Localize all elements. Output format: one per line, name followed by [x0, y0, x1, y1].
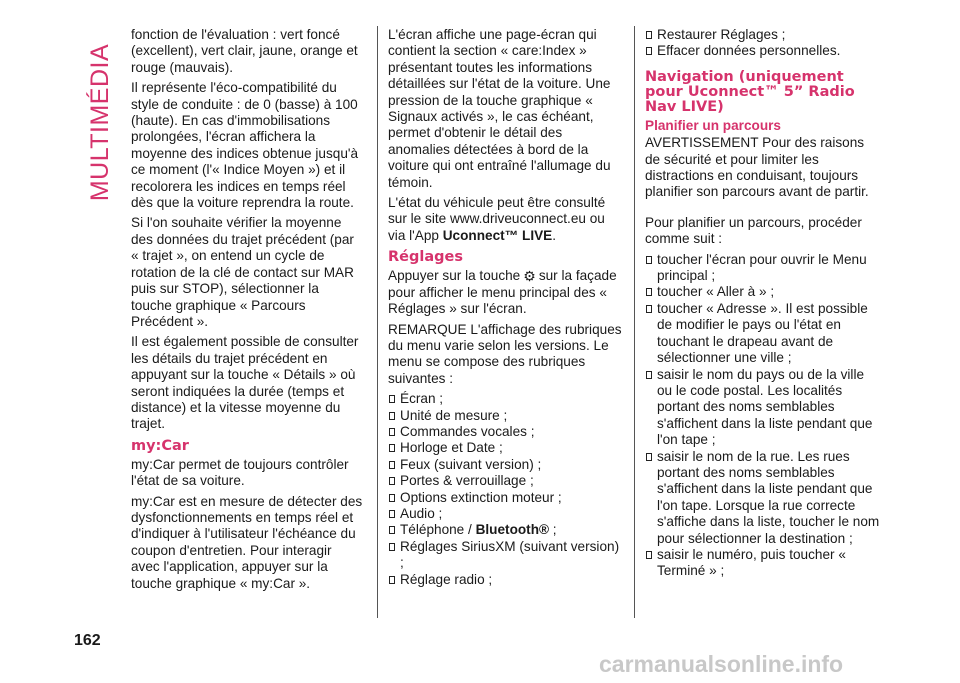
- list-item-label: saisir le nom du pays ou de la ville ou le code postal. Les localités portant des noms semblables s'affichent dans la liste pendant que l'on tape ;: [657, 366, 873, 448]
- list-item-label: Écran ;: [400, 391, 444, 407]
- column-1: [131, 27, 363, 596]
- paragraph-text: .: [552, 227, 557, 243]
- list-item-label: Portes & verrouillage ;: [400, 473, 534, 489]
- paragraph: my:Car est en mesure de détecter des dysfonctionnements en temps réel et d'indiquer à l'utilisateur l'échéance du coupon d'entretien. Pour interagir avec l'application, appuyer sur la touche graphique « my:Car ».: [131, 493, 363, 591]
- list-item: [388, 539, 624, 572]
- list-item-text: Téléphone /: [400, 522, 476, 538]
- gear-icon: ⚙: [523, 268, 536, 285]
- app-name: Uconnect™ LIVE: [442, 227, 553, 243]
- list-item: [388, 408, 624, 424]
- checkbox-bullet-icon: [646, 551, 652, 559]
- list-item: [388, 391, 624, 407]
- list-item: [645, 284, 881, 300]
- route-steps-list: [645, 252, 881, 580]
- page-number: 162: [74, 632, 101, 649]
- checkbox-bullet-icon: [646, 47, 652, 55]
- list-item-label: Feux (suivant version) ;: [400, 456, 542, 472]
- warning-paragraph: AVERTISSEMENT Pour des raisons de sécurité et pour limiter les distractions en conduisant, toujours planifier son parcours avant de partir.: [645, 135, 869, 200]
- subheading-plan-route: Planifier un parcours: [645, 117, 781, 133]
- list-item-label: Audio ;: [400, 505, 443, 521]
- column-3: [645, 27, 881, 580]
- paragraph: Pour planifier un parcours, procéder comme suit :: [645, 214, 862, 247]
- bluetooth-label: Bluetooth®: [475, 522, 550, 538]
- paragraph-text: sur la façade pour afficher le menu principal des « Réglages » sur l'écran.: [388, 268, 617, 317]
- checkbox-bullet-icon: [389, 494, 395, 502]
- list-item-label: [400, 522, 557, 538]
- paragraph: fonction de l'évaluation : vert foncé (excellent), vert clair, jaune, orange et rouge (mauvais).: [131, 27, 358, 75]
- column-divider: [634, 26, 635, 618]
- checkbox-bullet-icon: [646, 256, 652, 264]
- list-item: [645, 43, 881, 59]
- watermark: carmanualsonline.info: [599, 651, 844, 677]
- paragraph: [388, 268, 624, 317]
- list-item: [388, 490, 624, 506]
- checkbox-bullet-icon: [389, 395, 395, 403]
- list-item-label: Réglage radio ;: [400, 571, 493, 587]
- heading-navigation: Navigation (uniquement pour Uconnect™ 5” Radio Nav LIVE): [645, 68, 855, 115]
- paragraph: REMARQUE L'affichage des rubriques du menu varie selon les versions. Le menu se compose des rubriques suivantes :: [388, 321, 622, 386]
- list-item-label: Restaurer Réglages ;: [657, 27, 786, 42]
- checkbox-bullet-icon: [389, 576, 395, 584]
- list-item-label: saisir le nom de la rue. Les rues portant des noms semblables s'affichent dans la liste pendant que l'on tape. Lorsque la rue correcte s'affiche dans la liste, toucher le nom pour sélectionner la destination ;: [657, 448, 880, 546]
- list-item: [388, 506, 624, 522]
- list-item: [645, 301, 881, 367]
- list-item-label: Options extinction moteur ;: [400, 489, 562, 505]
- paragraph: L'écran affiche une page-écran qui contient la section « care:Index » présentant toutes les informations détaillées sur l'état de la voiture. Une pression de la touche graphique « Signaux activés », le cas échéant, permet d'obtenir le détail des anomalies détectées à bord de la voiture qui ont entraîné l'allumage du témoin.: [388, 27, 611, 190]
- list-item-label: Commandes vocales ;: [400, 423, 535, 439]
- checkbox-bullet-icon: [389, 526, 395, 534]
- list-item: [645, 367, 881, 449]
- list-item-label: Horloge et Date ;: [400, 440, 503, 456]
- list-item: [388, 522, 624, 538]
- checkbox-bullet-icon: [646, 288, 652, 296]
- paragraph-text: Appuyer sur la touche: [388, 268, 521, 284]
- list-item-label: Réglages SiriusXM (suivant version) ;: [400, 538, 620, 571]
- list-item: [645, 27, 881, 43]
- heading-mycar: my:Car: [131, 437, 189, 454]
- column-divider: [377, 26, 378, 618]
- checkbox-bullet-icon: [389, 543, 395, 551]
- checkbox-bullet-icon: [646, 371, 652, 379]
- column-2: [388, 27, 624, 588]
- checkbox-bullet-icon: [389, 412, 395, 420]
- list-item: [388, 424, 624, 440]
- list-item: [645, 547, 881, 580]
- list-item: [388, 473, 624, 489]
- list-item-label: Effacer données personnelles.: [657, 43, 841, 59]
- paragraph: my:Car permet de toujours contrôler l'état de sa voiture.: [131, 456, 349, 489]
- list-item-text: ;: [549, 522, 557, 538]
- list-item: [645, 252, 881, 285]
- checkbox-bullet-icon: [389, 444, 395, 452]
- checkbox-bullet-icon: [646, 305, 652, 313]
- list-item-label: toucher « Aller à » ;: [657, 284, 775, 300]
- checkbox-bullet-icon: [389, 428, 395, 436]
- list-item: [388, 572, 624, 588]
- paragraph: Il représente l'éco-compatibilité du style de conduite : de 0 (basse) à 100 (haute). En cas d'immobilisations prolongées, l'écran affichera la moyenne des indices obtenue jusqu'à ce moment (l'« Indice Moyen ») et il recolorera les indices en temps réel dès que la voiture reprendra la route.: [131, 80, 359, 211]
- settings-menu-list: [388, 391, 624, 588]
- list-item-label: saisir le numéro, puis toucher « Terminé » ;: [657, 546, 846, 579]
- list-item-label: toucher « Adresse ». Il est possible de modifier le pays ou l'état en touchant le drapeau avant de sélectionner une ville ;: [657, 300, 868, 366]
- checkbox-bullet-icon: [389, 461, 395, 469]
- list-item: [388, 440, 624, 456]
- paragraph-text: L'état du véhicule peut être consulté sur le site www.driveuconnect.eu ou via l'App: [388, 195, 606, 243]
- checkbox-bullet-icon: [389, 477, 395, 485]
- list-item: [388, 457, 624, 473]
- list-item-label: Unité de mesure ;: [400, 407, 508, 423]
- list-item-label: toucher l'écran pour ouvrir le Menu principal ;: [657, 251, 867, 284]
- heading-reglages: Réglages: [388, 249, 463, 266]
- paragraph: Il est également possible de consulter les détails du trajet précédent en appuyant sur la touche « Détails » où seront indiquées la durée (temps et distance) et la vitesse moyenne du trajet.: [131, 334, 359, 432]
- checkbox-bullet-icon: [389, 510, 395, 518]
- section-tab: [78, 43, 124, 201]
- section-tab-label: MULTIMÉDIA: [86, 43, 115, 201]
- paragraph: [388, 195, 624, 244]
- list-item: [645, 449, 881, 547]
- paragraph: Si l'on souhaite vérifier la moyenne des données du trajet précédent (par « trajet », on entend un cycle de rotation de la clé de contact sur MAR puis sur STOP), sélectionner la touche graphique « Parcours Précédent ».: [131, 215, 354, 329]
- checkbox-bullet-icon: [646, 31, 652, 39]
- checkbox-bullet-icon: [646, 453, 652, 461]
